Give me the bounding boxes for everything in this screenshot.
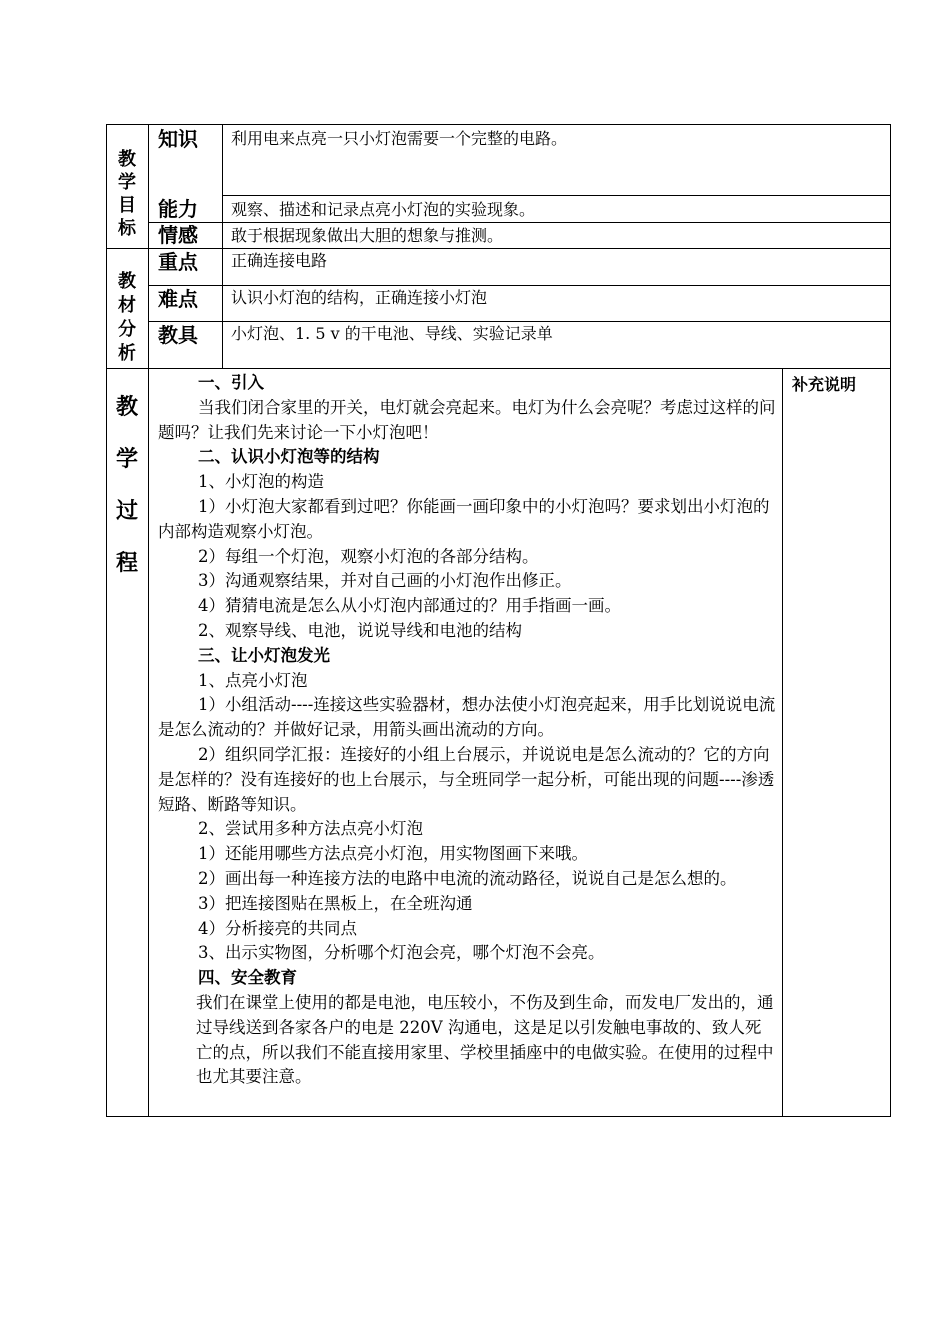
paragraph: 1）小灯泡大家都看到过吧？你能画一画印象中的小灯泡吗？要求划出小灯泡的内部构造观察小灯泡。 [158, 496, 770, 541]
paragraph: 3）沟通观察结果，并对自己画的小灯泡作出修正。 [198, 571, 572, 591]
supplement-header: 补充说明 [792, 375, 857, 394]
process-category-label: 教 学 过 程 [115, 394, 138, 576]
process-content [158, 371, 776, 1090]
paragraph: 2、观察导线、电池，说说导线和电池的结构 [198, 620, 522, 640]
paragraph: 1、小灯泡的构造 [198, 472, 324, 492]
paragraph: 3）把连接图贴在黑板上，在全班沟通 [198, 893, 473, 913]
paragraph: 我们在课堂上使用的都是电池，电压较小，不伤及到生命，而发电厂发出的，通过导线送到各家各户的电是 220V 沟通电，这是足以引发触电事故的、致人死亡的点，所以我们不能直接用家里、学校里插座中的电做实验。在使用的过程中也尤其要注意。 [196, 992, 774, 1087]
objective-knowledge-label: 知识 [158, 127, 198, 151]
paragraph: 2）画出每一种连接方法的电路中电流的流动路径，说说自己是怎么想的。 [198, 868, 737, 888]
material-tools-label: 教具 [158, 323, 198, 347]
material-category-label: 教 材 分 析 [118, 271, 136, 364]
paragraph: 当我们闭合家里的开关，电灯就会亮起来。电灯为什么会亮呢？考虑过这样的问题吗？让我们先来讨论一下小灯泡吧！ [158, 397, 776, 442]
paragraph: 1）还能用哪些方法点亮小灯泡，用实物图画下来哦。 [198, 844, 588, 864]
material-keypoint-label: 重点 [158, 250, 198, 274]
section-heading: 二、认识小灯泡等的结构 [198, 447, 380, 467]
objective-knowledge-text: 利用电来点亮一只小灯泡需要一个完整的电路。 [231, 129, 568, 148]
objective-emotion-text: 敢于根据现象做出大胆的想象与推测。 [231, 226, 504, 245]
section-heading: 一、引入 [198, 373, 264, 392]
objective-ability-text: 观察、描述和记录点亮小灯泡的实验现象。 [231, 200, 536, 219]
section-heading: 三、让小灯泡发光 [198, 645, 330, 665]
section-heading: 四、安全教育 [198, 968, 297, 988]
paragraph: 2）组织同学汇报：连接好的小组上台展示，并说说电是怎么流动的？它的方向是怎样的？没有连接好的也上台展示，与全班同学一起分析，可能出现的问题----渗透短路、断路等知识。 [158, 744, 775, 814]
paragraph: 2、尝试用多种方法点亮小灯泡 [198, 819, 423, 839]
material-difficulty-label: 难点 [158, 287, 198, 311]
material-difficulty-text: 认识小灯泡的结构，正确连接小灯泡 [231, 288, 488, 307]
objective-emotion-label: 情感 [158, 223, 198, 247]
paragraph: 1、点亮小灯泡 [198, 670, 308, 690]
material-tools-text: 小灯泡、1. 5 v 的干电池、导线、实验记录单 [231, 324, 553, 343]
paragraph: 4）猜猜电流是怎么从小灯泡内部通过的？用手指画一画。 [198, 596, 621, 616]
material-keypoint-text: 正确连接电路 [231, 251, 328, 270]
paragraph: 4）分析接亮的共同点 [198, 918, 357, 938]
paragraph: 1）小组活动----连接这些实验器材，想办法使小灯泡亮起来，用手比划说说电流是怎么流动的？并做好记录，用箭头画出流动的方向。 [158, 695, 776, 740]
paragraph: 3、出示实物图，分析哪个灯泡会亮，哪个灯泡不会亮。 [198, 943, 605, 963]
paragraph: 2）每组一个灯泡，观察小灯泡的各部分结构。 [198, 546, 539, 566]
objectives-category-label: 教 学 目 标 [118, 149, 136, 239]
objective-ability-label: 能力 [158, 197, 198, 221]
